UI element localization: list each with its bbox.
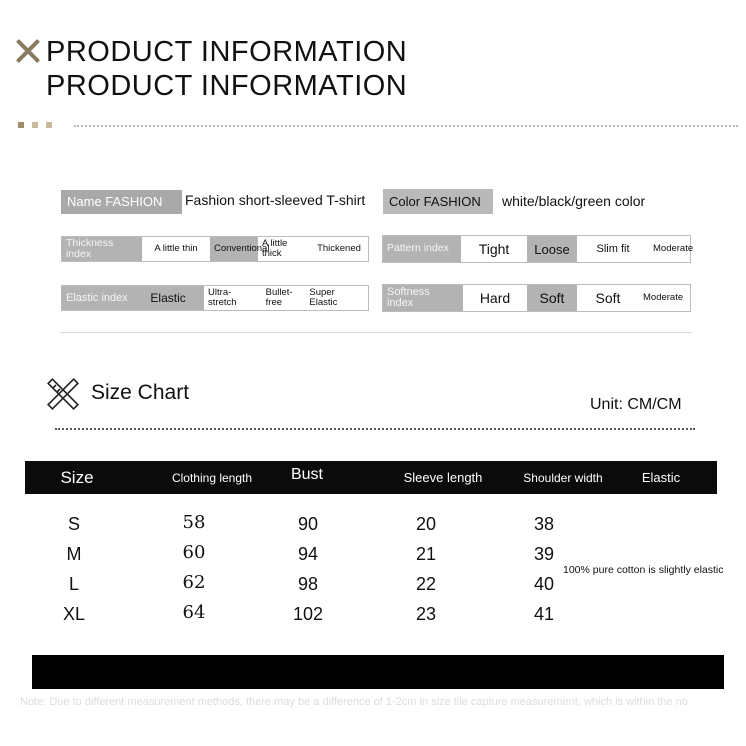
cell-bust: 98: [297, 574, 319, 594]
page-title: PRODUCT INFORMATION: [46, 36, 408, 68]
pattern-index-row: [382, 235, 694, 263]
cell-sleeve: 21: [415, 544, 437, 564]
cell-shoulder: 39: [533, 544, 555, 564]
softness-option: Hard: [479, 290, 511, 306]
softness-option: Soft: [595, 290, 621, 306]
measurement-footnote: Note: Due to different measurement methods, there may be a difference of 1-2cm in size tile capture measurement, which is within the no: [20, 696, 688, 708]
elastic-option: Bullet-free: [265, 287, 293, 308]
header-size: Size: [60, 467, 94, 487]
divider-line: [60, 332, 692, 333]
cell-size: L: [68, 574, 79, 594]
thickness-index-row: [61, 236, 369, 262]
thickness-option: Thickened: [317, 243, 361, 255]
elastic-index-row: [61, 285, 369, 311]
header-divider: [18, 122, 738, 130]
color-value: white/black/green color: [502, 193, 646, 209]
thickness-option: A little thick: [262, 238, 288, 259]
softness-option: Moderate: [643, 292, 684, 304]
cell-sleeve: 20: [415, 514, 437, 534]
header-elastic: Elastic: [641, 470, 681, 485]
softness-label: Softness index: [383, 285, 463, 311]
pattern-option-selected: Loose: [527, 236, 577, 262]
pattern-option: Tight: [478, 241, 510, 257]
color-label-text: Color FASHION: [389, 194, 481, 209]
ruler-pencil-icon: [47, 378, 79, 410]
divider-square-icon: [32, 122, 38, 128]
divider-square-icon: [18, 122, 24, 128]
thickness-label: Thickness index: [62, 237, 142, 261]
elastic-option: Ultra-stretch: [208, 287, 237, 308]
cell-size: XL: [62, 604, 86, 624]
cell-sleeve: 22: [415, 574, 437, 594]
size-table-header: [25, 461, 717, 494]
cell-shoulder: 41: [533, 604, 555, 624]
thickness-option-selected: Conventional: [210, 237, 258, 261]
cell-shoulder: 40: [533, 574, 555, 594]
bottom-banner: [32, 655, 724, 689]
header-clothing-length: Clothing length: [171, 470, 253, 485]
cell-length: 60: [182, 542, 206, 563]
cell-size: S: [67, 514, 80, 534]
dotted-divider: [55, 428, 695, 430]
name-value: Fashion short-sleeved T-shirt: [185, 192, 366, 208]
close-x-icon: [15, 38, 41, 64]
cell-size: M: [66, 544, 82, 564]
cell-bust: 90: [297, 514, 319, 534]
header-shoulder-width: Shoulder width: [523, 470, 603, 485]
softness-index-row: [382, 284, 691, 312]
divider-square-icon: [46, 122, 52, 128]
cell-length: 58: [182, 512, 206, 533]
elastic-label: Elastic index: [62, 286, 146, 310]
pattern-option: Slim fit: [596, 242, 630, 255]
cell-bust: 102: [292, 604, 324, 624]
cell-shoulder: 38: [533, 514, 555, 534]
dotted-line: [74, 125, 738, 127]
unit-label: Unit: CM/CM: [590, 396, 682, 413]
header-sleeve-length: Sleeve length: [403, 470, 483, 485]
size-chart-title: Size Chart: [91, 381, 190, 404]
pattern-label: Pattern index: [383, 236, 461, 262]
elastic-option-selected: Elastic: [146, 286, 204, 310]
name-label: Name FASHION: [61, 190, 182, 214]
elastic-note: 100% pure cotton is slightly elastic: [563, 564, 724, 576]
cell-bust: 94: [297, 544, 319, 564]
thickness-option: A little thin: [154, 243, 198, 255]
header-bust: Bust: [290, 466, 323, 483]
softness-option-selected: Soft: [527, 285, 577, 311]
cell-length: 62: [182, 572, 206, 593]
page-title-secondary: PRODUCT INFORMATION: [46, 70, 408, 102]
pattern-option: Moderate: [653, 243, 694, 255]
cell-length: 64: [182, 602, 206, 623]
elastic-option: Super Elastic: [309, 287, 338, 308]
cell-sleeve: 23: [415, 604, 437, 624]
color-label: [383, 189, 493, 214]
